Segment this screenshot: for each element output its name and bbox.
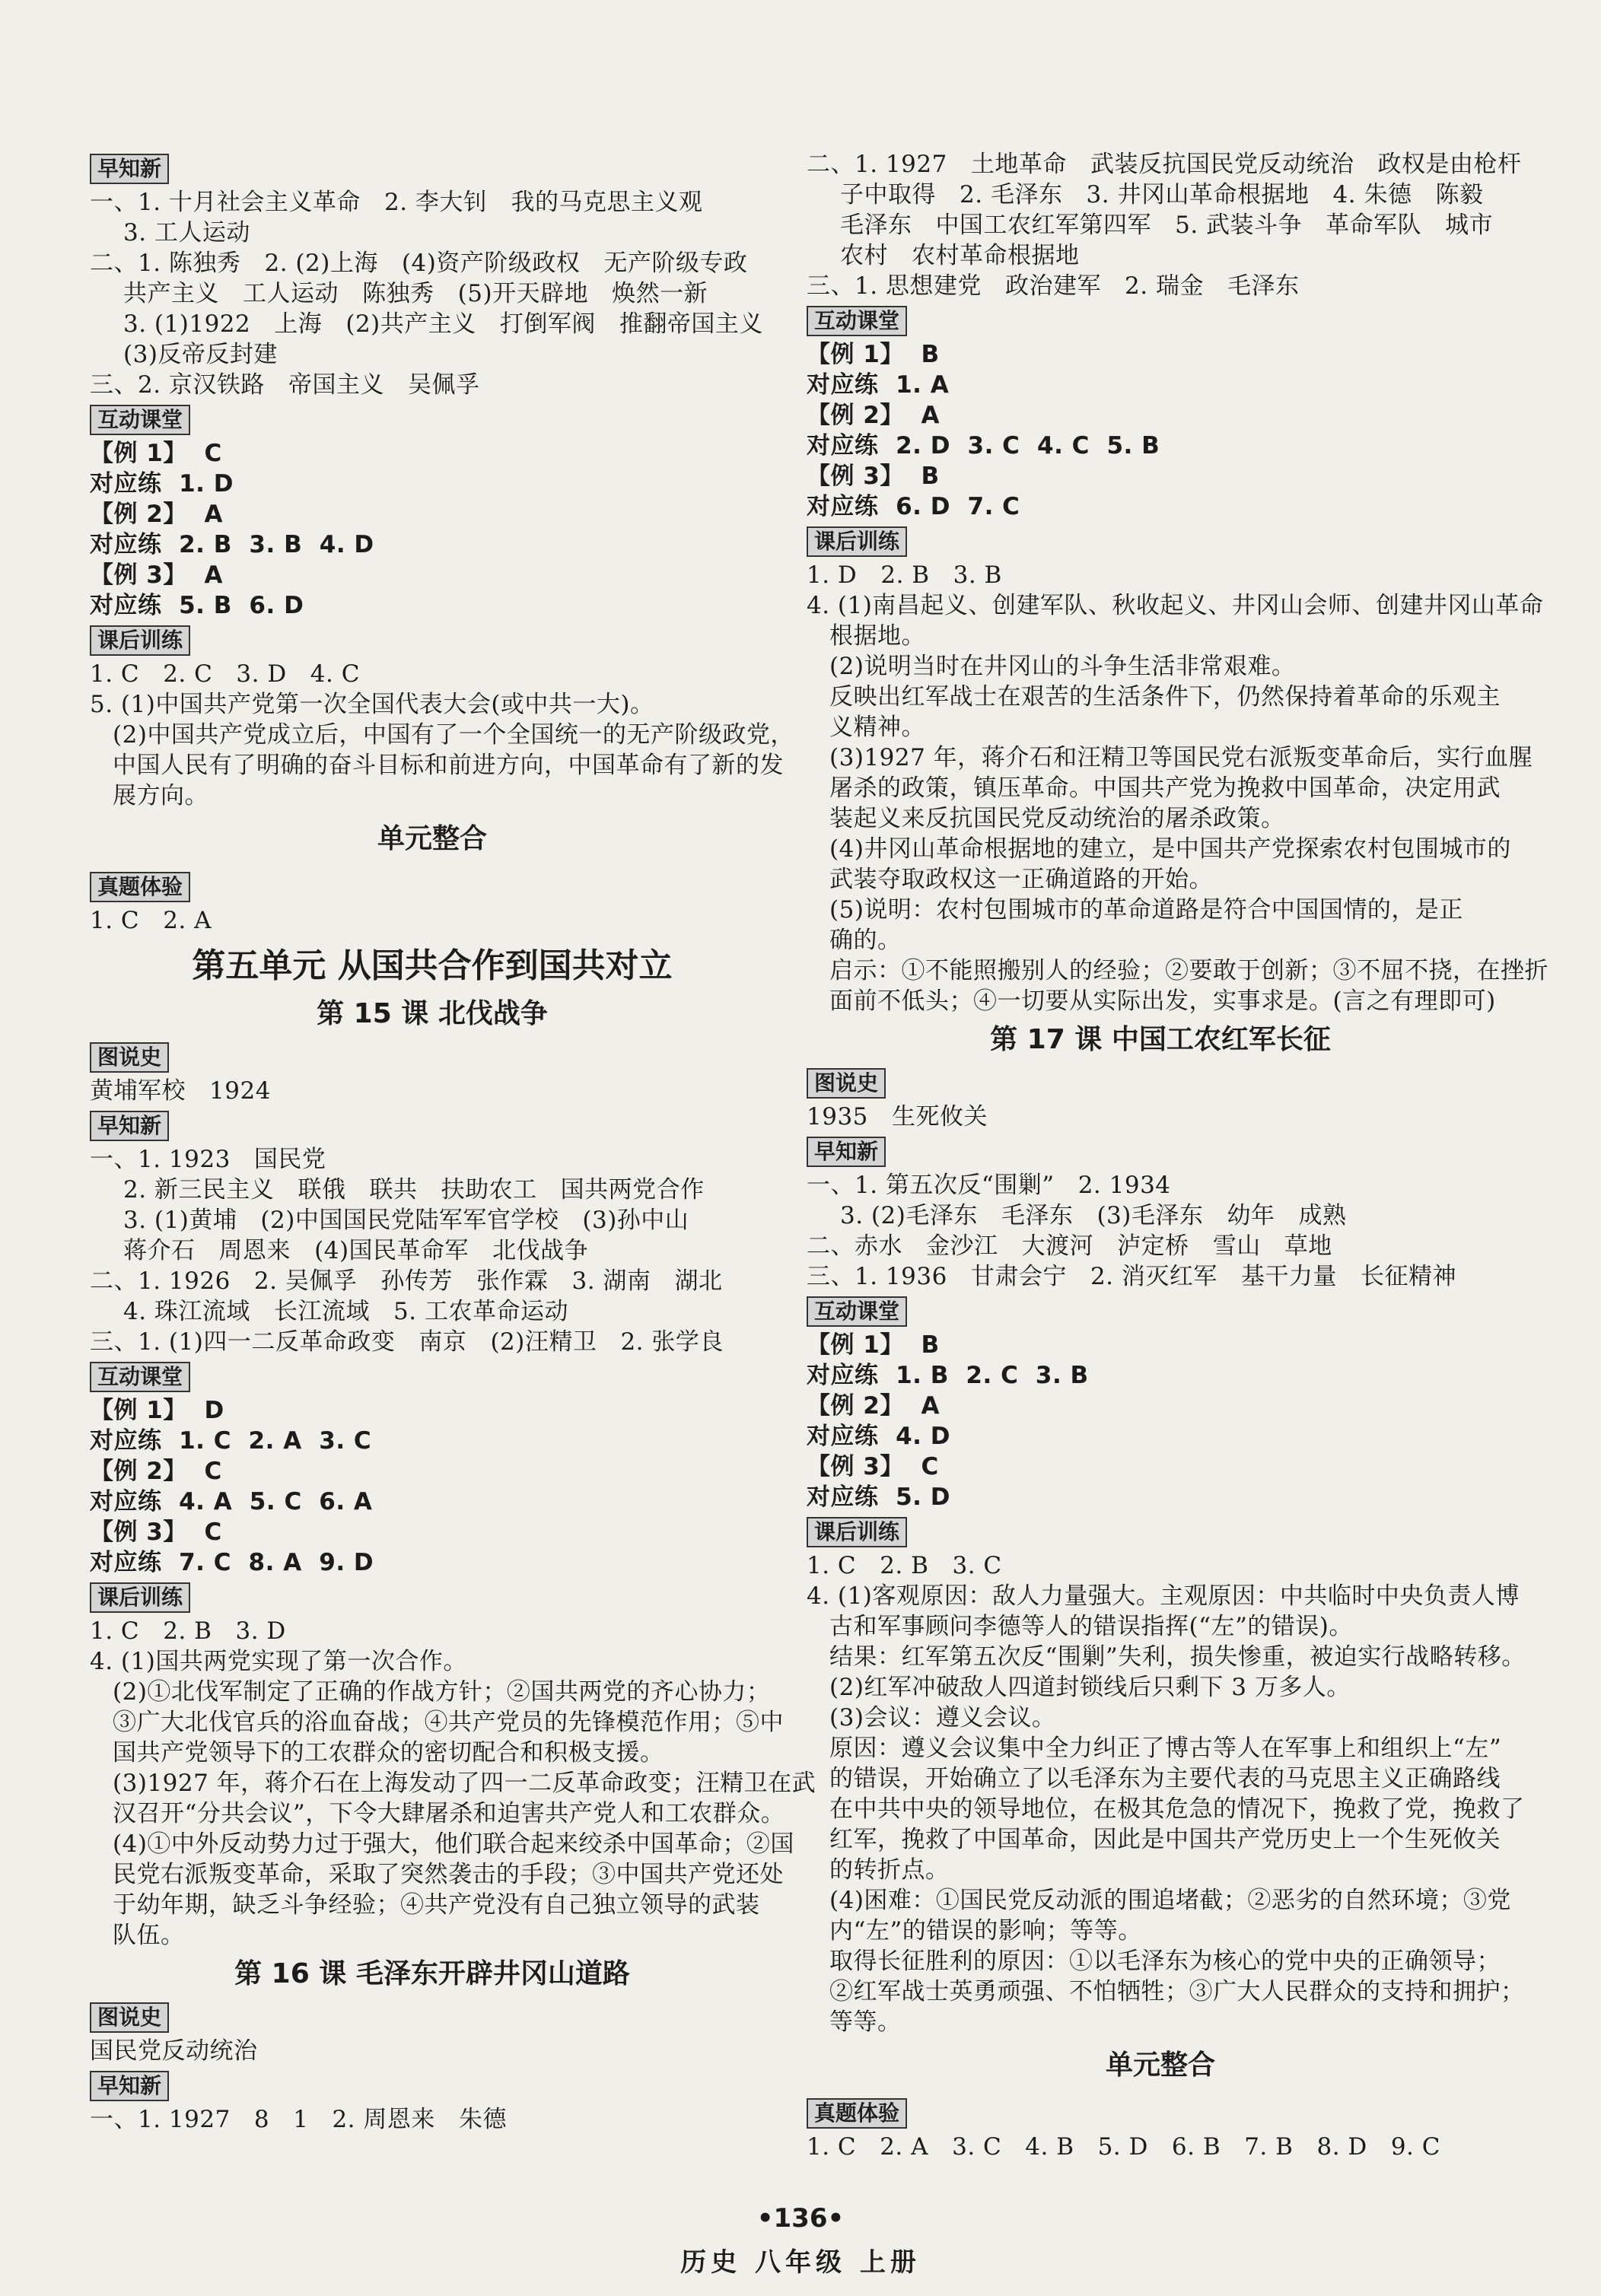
section-tag: 真题体验 — [807, 2098, 907, 2129]
answer-line: 1. C 2. C 3. D 4. C — [90, 660, 360, 688]
section-tag: 课后训练 — [807, 526, 907, 557]
section-tag: 早知新 — [90, 154, 169, 184]
answer-line: 【例 3】 A — [90, 561, 223, 589]
answer-line: 对应练 4. D — [807, 1423, 950, 1450]
answer-line: (3)反帝反封建 — [123, 341, 278, 368]
answer-line: 子中取得 2. 毛泽东 3. 井冈山革命根据地 4. 朱德 陈毅 — [840, 181, 1484, 208]
answer-line: 三、1. 1936 甘肃会宁 2. 消灭红军 基干力量 长征精神 — [807, 1263, 1457, 1290]
section-tag-row — [807, 522, 1514, 560]
answer-line: 3. (2)毛泽东 毛泽东 (3)毛泽东 幼年 成熟 — [840, 1202, 1347, 1229]
section-tag: 互动课堂 — [807, 1296, 907, 1327]
section-tag: 图说史 — [90, 2002, 169, 2033]
answer-line: 【例 3】 C — [807, 1453, 939, 1480]
answer-line: 三、1. 思想建党 政治建军 2. 瑞金 毛泽东 — [807, 272, 1300, 300]
section-tag-row — [807, 1132, 1514, 1170]
answer-line: (3)会议：遵义会议。 — [829, 1704, 1056, 1732]
answer-line: 3. 工人运动 — [123, 219, 250, 246]
answer-line: 的错误，开始确立了以毛泽东为主要代表的马克思主义正确路线 — [829, 1765, 1501, 1792]
answer-line: ③广大北伐官兵的浴血奋战；④共产党员的先锋模范作用；⑤中 — [113, 1709, 784, 1736]
left-column — [90, 149, 816, 2135]
answer-line: (2)说明当时在井冈山的斗争生活非常艰难。 — [829, 653, 1296, 680]
answer-line: 一、1. 1923 国民党 — [90, 1146, 326, 1173]
answer-line: 3. (1)黄埔 (2)中国国民党陆军军官学校 (3)孙中山 — [123, 1207, 689, 1234]
book-title: 历史 八年级 上册 — [680, 2247, 921, 2278]
answer-line: (3)1927 年，蒋介石和汪精卫等国民党右派叛变革命后，实行血腥 — [829, 744, 1533, 771]
answer-line: 启示：①不能照搬别人的经验；②要敢于创新；③不屈不挠，在挫折 — [829, 957, 1548, 984]
answer-line: (4)困难：①国民党反动派的围追堵截；②恶劣的自然环境；③党 — [829, 1887, 1511, 1914]
answer-line: (2)红军冲破敌人四道封锁线后只剩下 3 万多人。 — [829, 1674, 1351, 1701]
answer-line: (4)井冈山革命根据地的建立，是中国共产党探索农村包围城市的 — [829, 835, 1511, 863]
answer-line: 的转折点。 — [829, 1856, 950, 1884]
answer-line: 【例 1】 B — [807, 341, 940, 368]
answer-line: 【例 2】 A — [807, 1392, 940, 1420]
section-tag: 图说史 — [807, 1068, 886, 1099]
answer-line: 2. 新三民主义 联俄 联共 扶助农工 国共两党合作 — [123, 1176, 705, 1204]
answer-line: 1935 生死攸关 — [807, 1103, 988, 1131]
answer-line: 1. C 2. A — [90, 907, 212, 934]
answer-line: (2)中国共产党成立后，中国有了一个全国统一的无产阶级政党， — [113, 721, 794, 749]
lesson-title: 第 15 课 北伐战争 — [317, 998, 548, 1029]
page-number: •136• — [756, 2203, 845, 2234]
answer-line: 对应练 7. C 8. A 9. D — [90, 1549, 374, 1576]
answer-line: 3. (1)1922 上海 (2)共产主义 打倒军阀 推翻帝国主义 — [123, 310, 763, 338]
answer-line: 面前不低头；④一切要从实际出发，实事求是。(言之有理即可) — [829, 987, 1496, 1015]
answer-line: 二、1. 1927 土地革命 武装反抗国民党反动统治 政权是由枪杆 — [807, 151, 1522, 178]
section-tag-row — [807, 1064, 1514, 1102]
section-tag: 课后训练 — [90, 1582, 190, 1613]
answer-line: 一、1. 1927 8 1 2. 周恩来 朱德 — [90, 2106, 507, 2133]
section-tag-row — [90, 149, 775, 187]
answer-line: 红军，挽救了中国革命，因此是中国共产党历史上一个生死攸关 — [829, 1826, 1501, 1853]
section-tag-row — [90, 2066, 775, 2104]
answer-line: 装起义来反抗国民党反动统治的屠杀政策。 — [829, 805, 1285, 832]
answer-line: 二、1. 陈独秀 2. (2)上海 (4)资产阶级政权 无产阶级专政 — [90, 250, 748, 277]
answer-line: 武装夺取政权这一正确道路的开始。 — [829, 866, 1213, 893]
answer-line: 等等。 — [829, 2008, 902, 2036]
section-tag-row — [90, 1998, 775, 2036]
answer-line: 4. (1)国共两党实现了第一次合作。 — [90, 1648, 467, 1675]
answer-line: 确的。 — [829, 927, 902, 954]
section-tag: 课后训练 — [807, 1517, 907, 1547]
section-tag-row — [807, 1512, 1514, 1550]
section-tag: 早知新 — [807, 1137, 886, 1167]
answer-line: 对应练 6. D 7. C — [807, 493, 1020, 520]
section-tag: 图说史 — [90, 1042, 169, 1073]
section-tag: 课后训练 — [90, 625, 190, 656]
answer-line: 对应练 5. D — [807, 1483, 950, 1511]
answer-line: 【例 2】 C — [90, 1458, 222, 1485]
answer-line: 对应练 5. B 6. D — [90, 592, 304, 619]
answer-line: 对应练 1. B 2. C 3. B — [807, 1362, 1089, 1389]
section-tag-row — [90, 867, 775, 905]
answer-line: 队伍。 — [113, 1922, 185, 1949]
section-title: 单元整合 — [1105, 2050, 1215, 2081]
section-tag-row — [90, 1357, 775, 1395]
section-tag-row — [807, 2094, 1514, 2132]
section-tag: 早知新 — [90, 1111, 169, 1141]
answer-line: (5)说明：农村包围城市的革命道路是符合中国国情的，是正 — [829, 896, 1463, 924]
answer-line: 结果：红军第五次反“围剿”失利，损失惨重，被迫实行战略转移。 — [829, 1643, 1526, 1671]
answer-line: 于幼年期，缺乏斗争经验；④共产党没有自己独立领导的武装 — [113, 1891, 760, 1919]
answer-line: 【例 1】 D — [90, 1397, 224, 1424]
answer-line: 中国人民有了明确的奋斗目标和前进方向，中国革命有了新的发 — [113, 752, 784, 779]
answer-line: 黄埔军校 1924 — [90, 1077, 271, 1105]
answer-line: 取得长征胜利的原因：①以毛泽东为核心的党中央的正确领导； — [829, 1948, 1501, 1975]
answer-line: 4. (1)客观原因：敌人力量强大。主观原因：中共临时中央负责人博 — [807, 1582, 1520, 1610]
answer-line: 内“左”的错误的影响；等等。 — [829, 1917, 1142, 1945]
answer-line: 对应练 4. A 5. C 6. A — [90, 1488, 373, 1515]
section-tag-row — [90, 400, 775, 438]
answer-line: 对应练 1. D — [90, 470, 234, 498]
section-tag: 真题体验 — [90, 872, 190, 902]
answer-line: 一、1. 第五次反“围剿” 2. 1934 — [807, 1172, 1171, 1199]
answer-line: 汉召开“分共会议”，下令大肆屠杀和迫害共产党人和工农群众。 — [113, 1800, 785, 1827]
answer-line: 民党右派叛变革命，采取了突然袭击的手段；③中国共产党还处 — [113, 1861, 784, 1888]
section-tag-row — [90, 621, 775, 659]
answer-line: 在中共中央的领导地位，在极其危急的情况下，挽救了党，挽救了 — [829, 1795, 1525, 1823]
section-tag: 互动课堂 — [807, 306, 907, 336]
answer-line: 二、赤水 金沙江 大渡河 泸定桥 雪山 草地 — [807, 1232, 1332, 1260]
answer-line: 【例 1】 C — [90, 440, 222, 467]
section-tag: 早知新 — [90, 2071, 169, 2101]
answer-line: 蒋介石 周恩来 (4)国民革命军 北伐战争 — [123, 1237, 589, 1264]
answer-line: 【例 1】 B — [807, 1331, 940, 1359]
answer-line: 展方向。 — [113, 782, 208, 809]
answer-line: 【例 2】 A — [807, 402, 940, 429]
section-tag-row — [90, 1106, 775, 1144]
answer-line: 【例 3】 C — [90, 1518, 222, 1546]
answer-line: 1. C 2. B 3. D — [90, 1617, 286, 1645]
answer-line: 4. (1)南昌起义、创建军队、秋收起义、井冈山会师、创建井冈山革命 — [807, 592, 1544, 619]
answer-line: (3)1927 年，蒋介石在上海发动了四一二反革命政变；汪精卫在武 — [113, 1770, 816, 1797]
answer-line: 反映出红军战士在艰苦的生活条件下，仍然保持着革命的乐观主 — [829, 683, 1501, 711]
answer-line: (4)①中外反动势力过于强大，他们联合起来绞杀中国革命；②国 — [113, 1830, 794, 1858]
section-tag-row — [807, 301, 1514, 339]
answer-line: 4. 珠江流域 长江流域 5. 工农革命运动 — [123, 1298, 568, 1325]
answer-line: 对应练 2. B 3. B 4. D — [90, 531, 374, 558]
answer-line: 对应练 1. C 2. A 3. C — [90, 1427, 372, 1455]
answer-line: 对应练 2. D 3. C 4. C 5. B — [807, 432, 1160, 460]
unit-title: 第五单元 从国共合作到国共对立 — [192, 946, 673, 985]
answer-line: 共产主义 工人运动 陈独秀 (5)开天辟地 焕然一新 — [123, 280, 708, 307]
answer-line: 一、1. 十月社会主义革命 2. 李大钊 我的马克思主义观 — [90, 189, 703, 216]
lesson-title: 第 16 课 毛泽东开辟井冈山道路 — [234, 1958, 630, 1989]
answer-line: 5. (1)中国共产党第一次全国代表大会(或中共一大)。 — [90, 691, 654, 718]
answer-line: 三、1. (1)四一二反革命政变 南京 (2)汪精卫 2. 张学良 — [90, 1328, 724, 1356]
answer-line: 二、1. 1926 2. 吴佩孚 孙传芳 张作霖 3. 湖南 湖北 — [90, 1267, 723, 1295]
section-tag: 互动课堂 — [90, 1362, 190, 1392]
section-tag-row — [90, 1038, 775, 1076]
answer-line: 【例 3】 B — [807, 463, 940, 490]
answer-line: 1. D 2. B 3. B — [807, 561, 1002, 589]
answer-line: 1. C 2. A 3. C 4. B 5. D 6. B 7. B 8. D 9. C — [807, 2133, 1440, 2161]
answer-line: 毛泽东 中国工农红军第四军 5. 武装斗争 革命军队 城市 — [840, 211, 1494, 239]
answer-line: (2)①北伐军制定了正确的作战方针；②国共两党的齐心协力； — [113, 1678, 771, 1706]
answer-line: 1. C 2. B 3. C — [807, 1552, 1002, 1579]
answer-line: 屠杀的政策，镇压革命。中国共产党为挽救中国革命，决定用武 — [829, 774, 1501, 802]
answer-line: 农村 农村革命根据地 — [840, 242, 1080, 269]
answer-line: 国共产党领导下的工农群众的密切配合和积极支援。 — [113, 1739, 664, 1767]
answer-line: ②红军战士英勇顽强、不怕牺牲；③广大人民群众的支持和拥护； — [829, 1978, 1525, 2005]
section-tag-row — [90, 1578, 775, 1616]
answer-line: 原因：遵义会议集中全力纠正了博古等人在军事上和组织上“左” — [829, 1735, 1502, 1762]
section-tag: 互动课堂 — [90, 405, 190, 435]
section-tag-row — [807, 1292, 1514, 1330]
answer-line: 对应练 1. A — [807, 371, 950, 399]
answer-line: 【例 2】 A — [90, 501, 223, 528]
lesson-title: 第 17 课 中国工农红军长征 — [990, 1024, 1331, 1055]
answer-line: 三、2. 京汉铁路 帝国主义 吴佩孚 — [90, 371, 480, 399]
section-title: 单元整合 — [377, 823, 487, 854]
right-column — [807, 149, 1548, 2162]
answer-line: 根据地。 — [829, 622, 925, 650]
answer-line: 义精神。 — [829, 714, 925, 741]
answer-line: 古和军事顾问李德等人的错误指挥(“左”的错误)。 — [829, 1613, 1353, 1640]
answer-line: 国民党反动统治 — [90, 2037, 258, 2065]
